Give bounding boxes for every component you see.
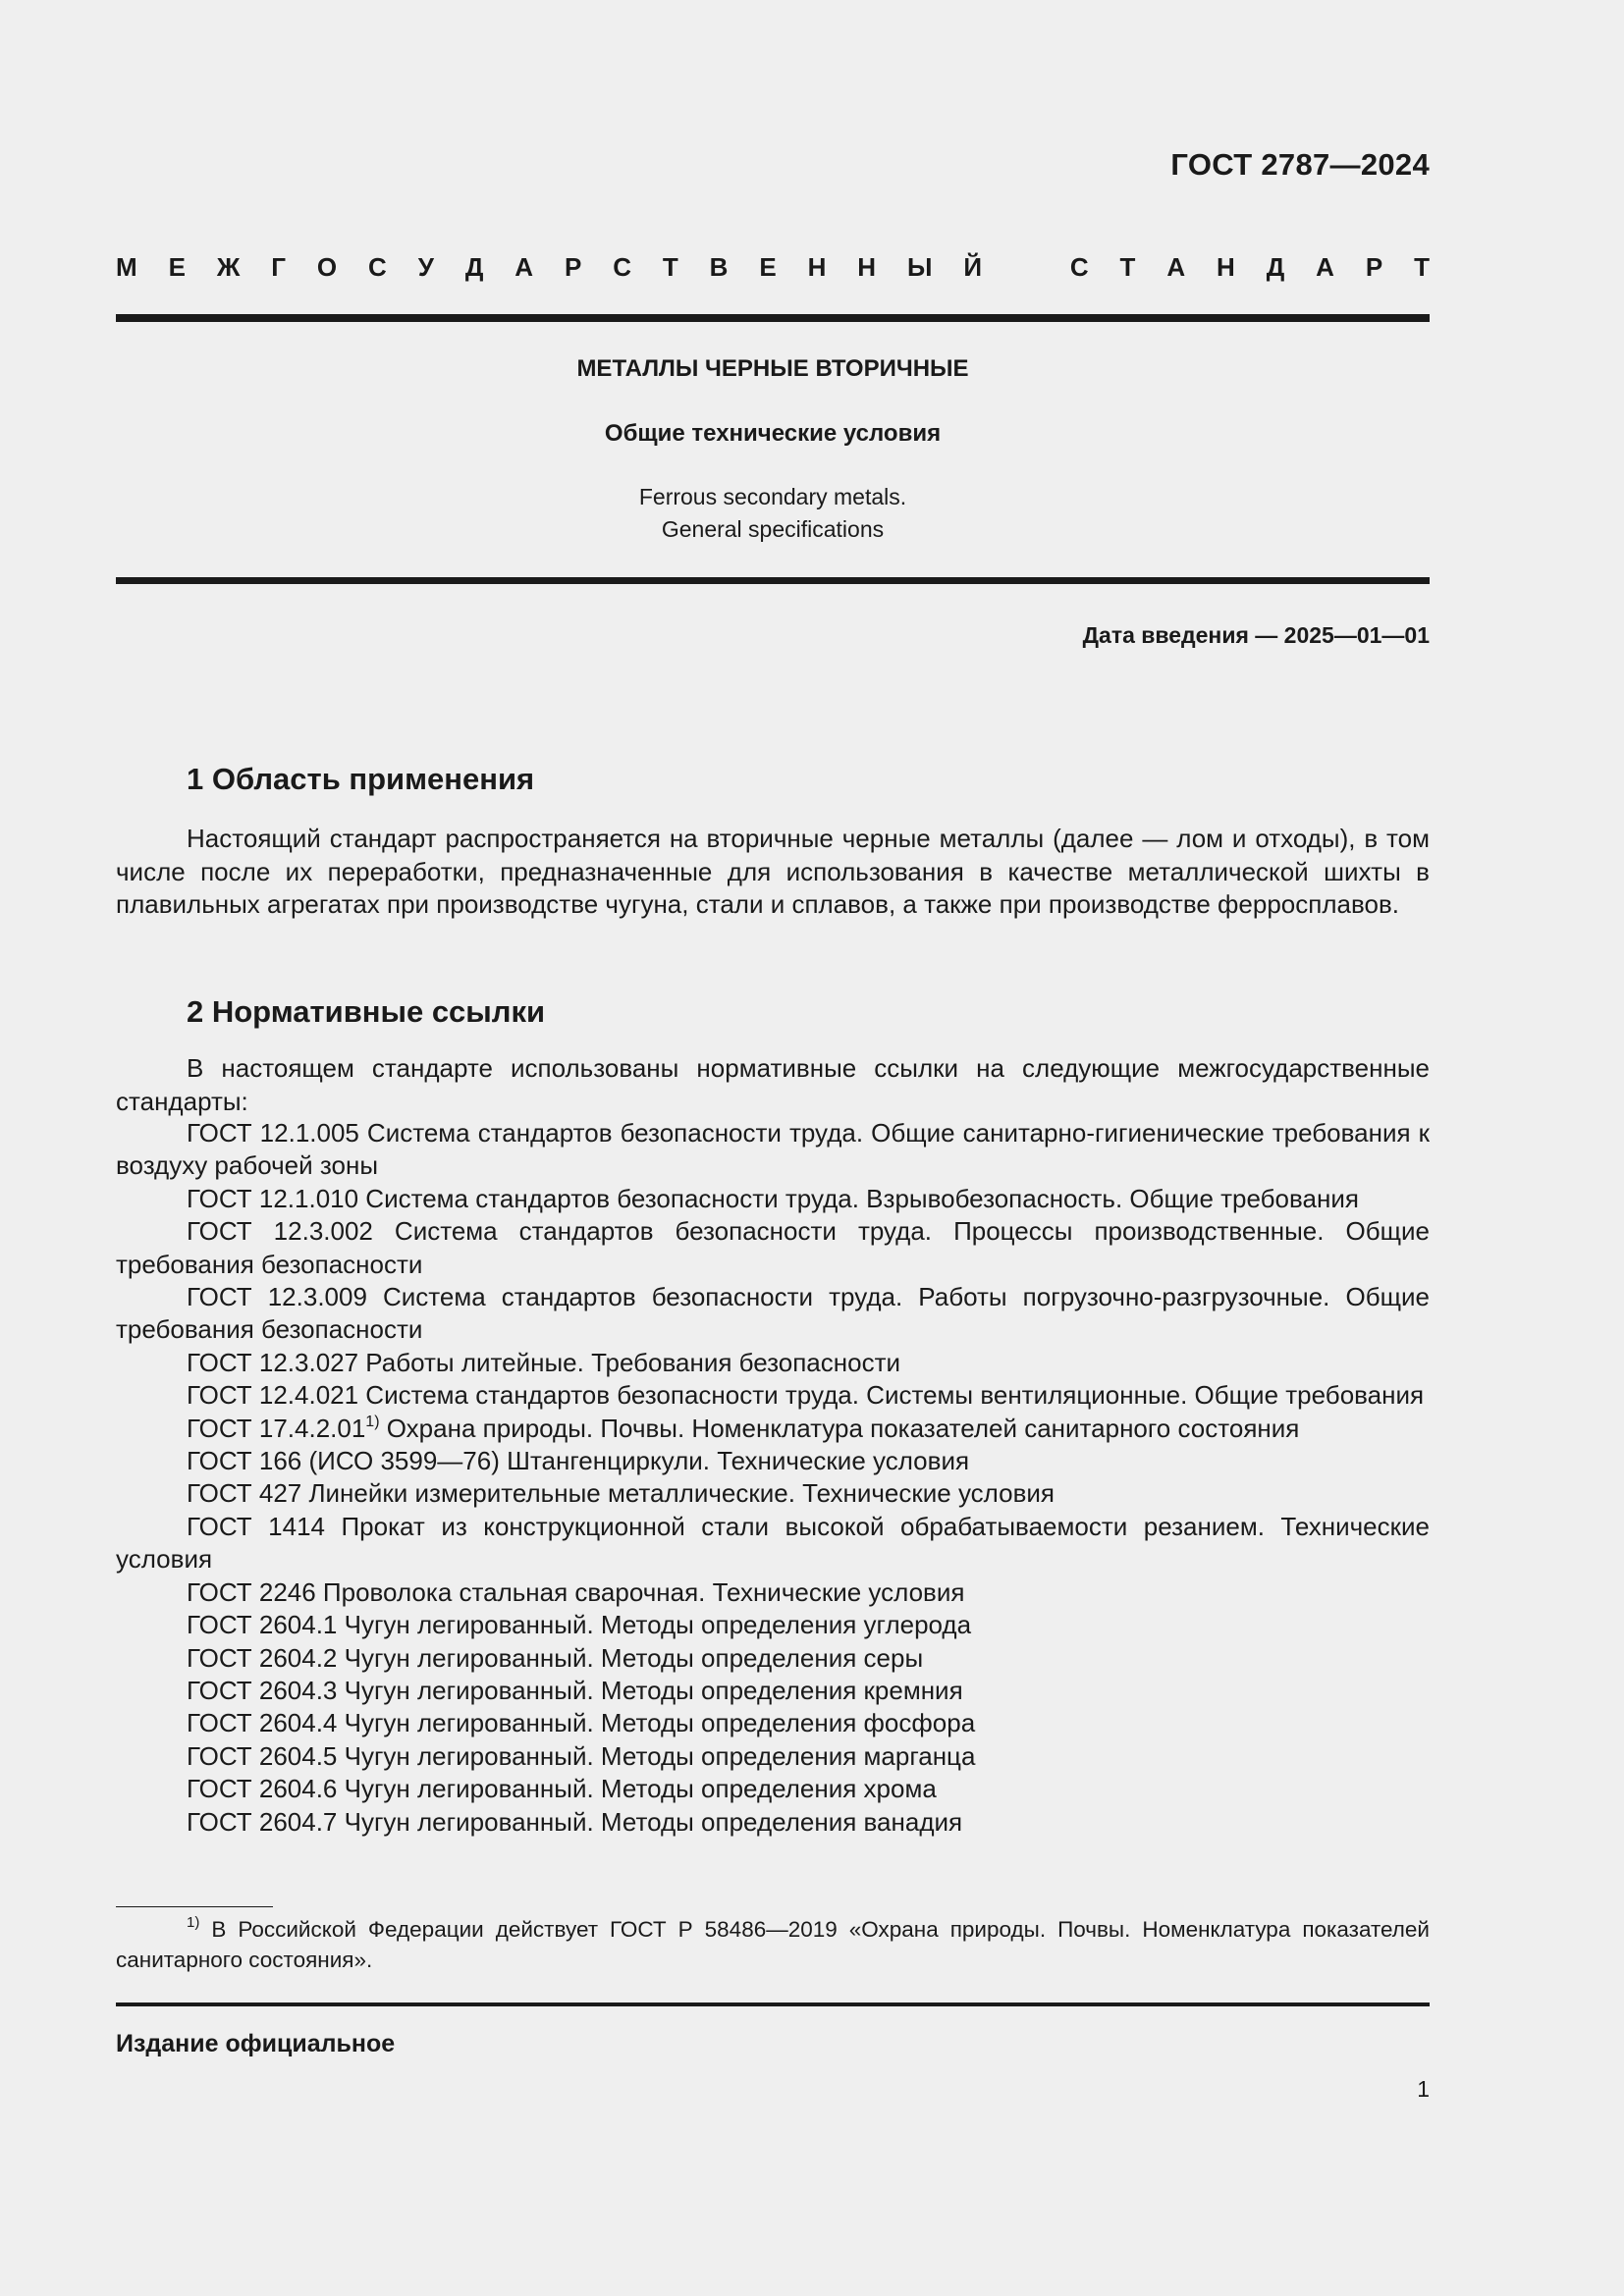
- standard-type-letter: А: [1316, 252, 1334, 282]
- standard-type-letter: А: [514, 252, 534, 282]
- reference-title: Система стандартов безопасности труда. Работы погрузочно-разгрузочные. Общие требования безопасности: [116, 1282, 1430, 1345]
- reference-title: Система стандартов безопасности труда. Процессы производственные. Общие требования безопасности: [116, 1216, 1430, 1279]
- footnote-separator: [116, 1906, 273, 1907]
- document-code: ГОСТ 2787—2024: [1170, 147, 1430, 182]
- section-2-heading: 2 Нормативные ссылки: [187, 994, 546, 1029]
- reference-item: [116, 1477, 1430, 1510]
- reference-title: Линейки измерительные металлические. Технические условия: [301, 1478, 1055, 1509]
- document-title: МЕТАЛЛЫ ЧЕРНЫЕ ВТОРИЧНЫЕ: [576, 355, 969, 382]
- reference-title: Чугун легированный. Методы определения хрома: [337, 1774, 937, 1804]
- reference-title: Чугун легированный. Методы определения ванадия: [337, 1806, 963, 1837]
- reference-code: ГОСТ 12.1.005: [187, 1118, 359, 1148]
- reference-item: [116, 1511, 1430, 1576]
- reference-item: [116, 1773, 1430, 1805]
- standard-type-letter: В: [709, 252, 729, 282]
- standard-type-letter: Т: [1119, 252, 1136, 282]
- normative-references-list: [116, 1117, 1430, 1839]
- reference-code: ГОСТ 2604.3: [187, 1675, 338, 1705]
- standard-type-letter: А: [1166, 252, 1186, 282]
- reference-footnote-marker: 1): [365, 1413, 380, 1430]
- footnote: [116, 1914, 1430, 1975]
- document-subtitle: Общие технические условия: [604, 420, 942, 447]
- reference-title: Проволока стальная сварочная. Технические условия: [315, 1576, 965, 1607]
- standard-type-letter: Ж: [216, 252, 241, 282]
- reference-title: (ИСО 3599—76) Штангенциркули. Технические условия: [301, 1446, 970, 1476]
- standard-type-letter: О: [316, 252, 338, 282]
- title-bottom-rule: [116, 577, 1430, 584]
- standard-type-letter: Е: [168, 252, 186, 282]
- section-1-heading: 1 Область применения: [187, 762, 535, 796]
- page-number: 1: [1417, 2076, 1430, 2102]
- reference-code: ГОСТ 12.3.027: [187, 1347, 359, 1377]
- reference-item: [116, 1576, 1430, 1609]
- english-title-line-2: General specifications: [661, 516, 885, 542]
- reference-code: ГОСТ 2604.7: [187, 1806, 338, 1837]
- standard-type-letter: Д: [464, 252, 484, 282]
- reference-item: [116, 1675, 1430, 1707]
- reference-item: [116, 1215, 1430, 1281]
- standard-type-gap: [1013, 252, 1039, 283]
- standard-type-letter: Е: [759, 252, 777, 282]
- reference-code: ГОСТ 166: [187, 1446, 302, 1476]
- introduction-date: Дата введения — 2025—01—01: [1082, 622, 1430, 648]
- reference-code: ГОСТ 2604.6: [187, 1774, 338, 1804]
- section-2-intro: В настоящем стандарте использованы нормативные ссылки на следующие межгосударственные стандарты:: [116, 1053, 1430, 1116]
- reference-item: [116, 1445, 1430, 1477]
- reference-title: Чугун легированный. Методы определения кремния: [337, 1675, 963, 1705]
- reference-title: Работы литейные. Требования безопасности: [358, 1347, 901, 1377]
- standard-type-letter: Т: [662, 252, 678, 282]
- english-title: [0, 481, 1545, 546]
- reference-item: [116, 1379, 1430, 1412]
- reference-title: Система стандартов безопасности труда. Взрывобезопасность. Общие требования: [358, 1183, 1359, 1213]
- standard-type-letter: Н: [857, 252, 877, 282]
- edition-label: Издание официальное: [116, 2030, 396, 2057]
- reference-code: ГОСТ 2604.5: [187, 1740, 338, 1771]
- footnote-text: В Российской Федерации действует ГОСТ Р 58486—2019 «Охрана природы. Почвы. Номенклатура показателей санитарного состояния».: [116, 1917, 1430, 1972]
- standard-type-letter: У: [417, 252, 434, 282]
- reference-code: ГОСТ 1414: [187, 1511, 325, 1541]
- reference-item: [116, 1117, 1430, 1183]
- standard-type-letter: Ы: [906, 252, 933, 282]
- reference-title: Чугун легированный. Методы определения углерода: [337, 1610, 972, 1640]
- reference-title: Чугун легированный. Методы определения марганца: [337, 1740, 976, 1771]
- reference-title: Чугун легированный. Методы определения фосфора: [337, 1708, 976, 1738]
- standard-type-letter: Д: [1266, 252, 1285, 282]
- reference-code: ГОСТ 2604.4: [187, 1708, 338, 1738]
- reference-item: [116, 1740, 1430, 1773]
- reference-item: [116, 1347, 1430, 1379]
- reference-item: [116, 1707, 1430, 1739]
- reference-title: Охрана природы. Почвы. Номенклатура показателей санитарного состояния: [379, 1413, 1300, 1443]
- english-title-line-1: Ferrous secondary metals.: [638, 484, 907, 509]
- reference-code: ГОСТ 2246: [187, 1576, 316, 1607]
- footnote-marker: 1): [187, 1914, 200, 1931]
- reference-code: ГОСТ 12.4.021: [187, 1380, 359, 1411]
- reference-code: ГОСТ 12.3.002: [187, 1216, 373, 1247]
- standard-type-letter: Н: [1217, 252, 1235, 282]
- standard-type-letter: Р: [1365, 252, 1383, 282]
- reference-title: Система стандартов безопасности труда. Общие санитарно-гигиенические требования к воздуху рабочей зоны: [116, 1118, 1430, 1181]
- standard-type-letter: М: [116, 252, 137, 282]
- standard-type-letter: Г: [271, 252, 286, 282]
- standard-type-letter: С: [1069, 252, 1089, 282]
- reference-code: ГОСТ 17.4.2.01: [187, 1413, 366, 1443]
- standard-type-letter: С: [368, 252, 387, 282]
- reference-code: ГОСТ 12.3.009: [187, 1282, 367, 1312]
- reference-item: [116, 1281, 1430, 1347]
- standard-type-letter: Н: [807, 252, 827, 282]
- reference-item: [116, 1413, 1430, 1445]
- reference-item: [116, 1609, 1430, 1641]
- standard-type-letter: С: [613, 252, 631, 282]
- reference-item: [116, 1183, 1430, 1215]
- standard-type-letter: Й: [963, 252, 983, 282]
- top-rule: [116, 314, 1430, 322]
- reference-item: [116, 1642, 1430, 1675]
- standard-type-heading: [116, 252, 1430, 283]
- reference-code: ГОСТ 2604.2: [187, 1642, 338, 1673]
- reference-title: Система стандартов безопасности труда. Системы вентиляционные. Общие требования: [358, 1380, 1425, 1411]
- standard-type-letter: Т: [1414, 252, 1430, 282]
- section-1-text: Настоящий стандарт распространяется на вторичные черные металлы (далее — лом и отходы), в том числе после их переработки, предназначенные для использования в качестве металлической шихты в плавильных агрегатах при производстве чугуна, стали и сплавов, а также при производстве ферросплавов.: [116, 824, 1430, 919]
- reference-item: [116, 1806, 1430, 1839]
- standard-type-letter: Р: [564, 252, 582, 282]
- reference-code: ГОСТ 427: [187, 1478, 302, 1509]
- reference-title: Чугун легированный. Методы определения серы: [337, 1642, 924, 1673]
- reference-title: Прокат из конструкционной стали высокой обрабатываемости резанием. Технические условия: [116, 1511, 1430, 1575]
- reference-code: ГОСТ 2604.1: [187, 1610, 338, 1640]
- reference-code: ГОСТ 12.1.010: [187, 1183, 359, 1213]
- footer-rule: [116, 2002, 1430, 2006]
